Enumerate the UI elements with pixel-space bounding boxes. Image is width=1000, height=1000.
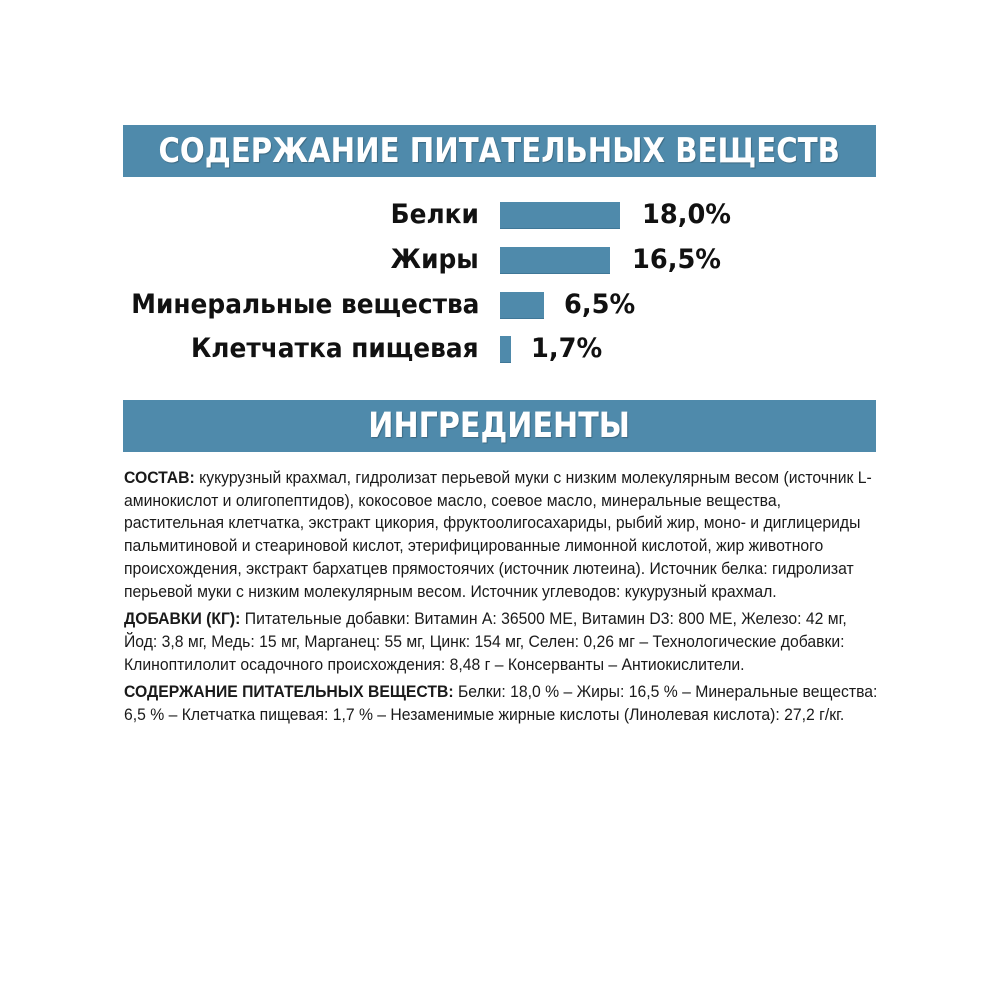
nutrient-row-protein — [0, 199, 1000, 230]
nutrient-bar — [500, 292, 544, 319]
additives-paragraph — [124, 608, 882, 676]
nutrients-header — [123, 125, 876, 177]
additives-heading: ДОБАВКИ (КГ): — [124, 610, 241, 629]
nutrient-value: 16,5% — [632, 244, 721, 275]
nutrient-row-fat — [0, 244, 1000, 275]
composition-text: кукурузный крахмал, гидролизат перьевой муки с низким молекулярным весом (источник L-аминокислот и олигопептидов), кокосовое масло, соевое масло, минеральные вещества, растительная клетчатка, экстракт цикория, фруктоолигосахариды, рыбий жир, моно- и диглицериды пальмитиновой и стеариновой кислот, этерифицированные лимонной кислотой, жир животного происхождения, экстракт бархатцев прямостоячих (источник лютеина). Источник белка: гидролизат перьевой муки с низким молекулярным весом. Источник углеводов: кукурузный крахмал. — [124, 469, 872, 601]
nutrient-content-text: Белки: 18,0 % – Жиры: 16,5 % – Минеральные вещества: 6,5 % – Клетчатка пищевая: 1,7 % – Незаменимые жирные кислоты (Линолевая кислота): 27,2 г/кг. — [124, 683, 878, 725]
nutrient-label: Минеральные вещества — [130, 289, 479, 320]
nutrient-value: 18,0% — [642, 199, 731, 230]
nutrient-bar — [500, 336, 511, 363]
ingredients-header — [123, 400, 876, 452]
nutrient-content-heading: СОДЕРЖАНИЕ ПИТАТЕЛЬНЫХ ВЕЩЕСТВ: — [124, 683, 454, 702]
nutrient-label: Жиры — [390, 244, 479, 275]
nutrient-value: 1,7% — [531, 333, 603, 364]
nutrient-value: 6,5% — [564, 289, 636, 320]
nutrient-row-minerals — [0, 289, 1000, 320]
ingredients-title: ИНГРЕДИЕНТЫ — [368, 406, 631, 446]
nutrient-label: Белки — [390, 199, 479, 230]
composition-paragraph — [124, 467, 882, 603]
composition-heading: СОСТАВ: — [124, 469, 195, 487]
nutrient-row-fiber — [0, 333, 1000, 364]
nutrient-bar — [500, 202, 620, 229]
additives-text: Питательные добавки: Витамин А: 36500 МЕ, Витамин D3: 800 МЕ, Железо: 42 мг, Йод: 3,8 мг, Медь: 15 мг, Марганец: 55 мг, Цинк: 154 мг, Селен: 0,26 мг – Технологические добавки: Клиноптилолит осадочного происхождения: 8,48 г – Консерванты – Антиокислители. — [124, 610, 847, 674]
nutrient-label: Клетчатка пищевая — [191, 333, 479, 364]
nutrient-bar — [500, 247, 610, 274]
ingredients-body — [124, 467, 884, 732]
nutrients-title: СОДЕРЖАНИЕ ПИТАТЕЛЬНЫХ ВЕЩЕСТВ — [158, 131, 841, 171]
nutrient-content-paragraph — [124, 681, 882, 726]
